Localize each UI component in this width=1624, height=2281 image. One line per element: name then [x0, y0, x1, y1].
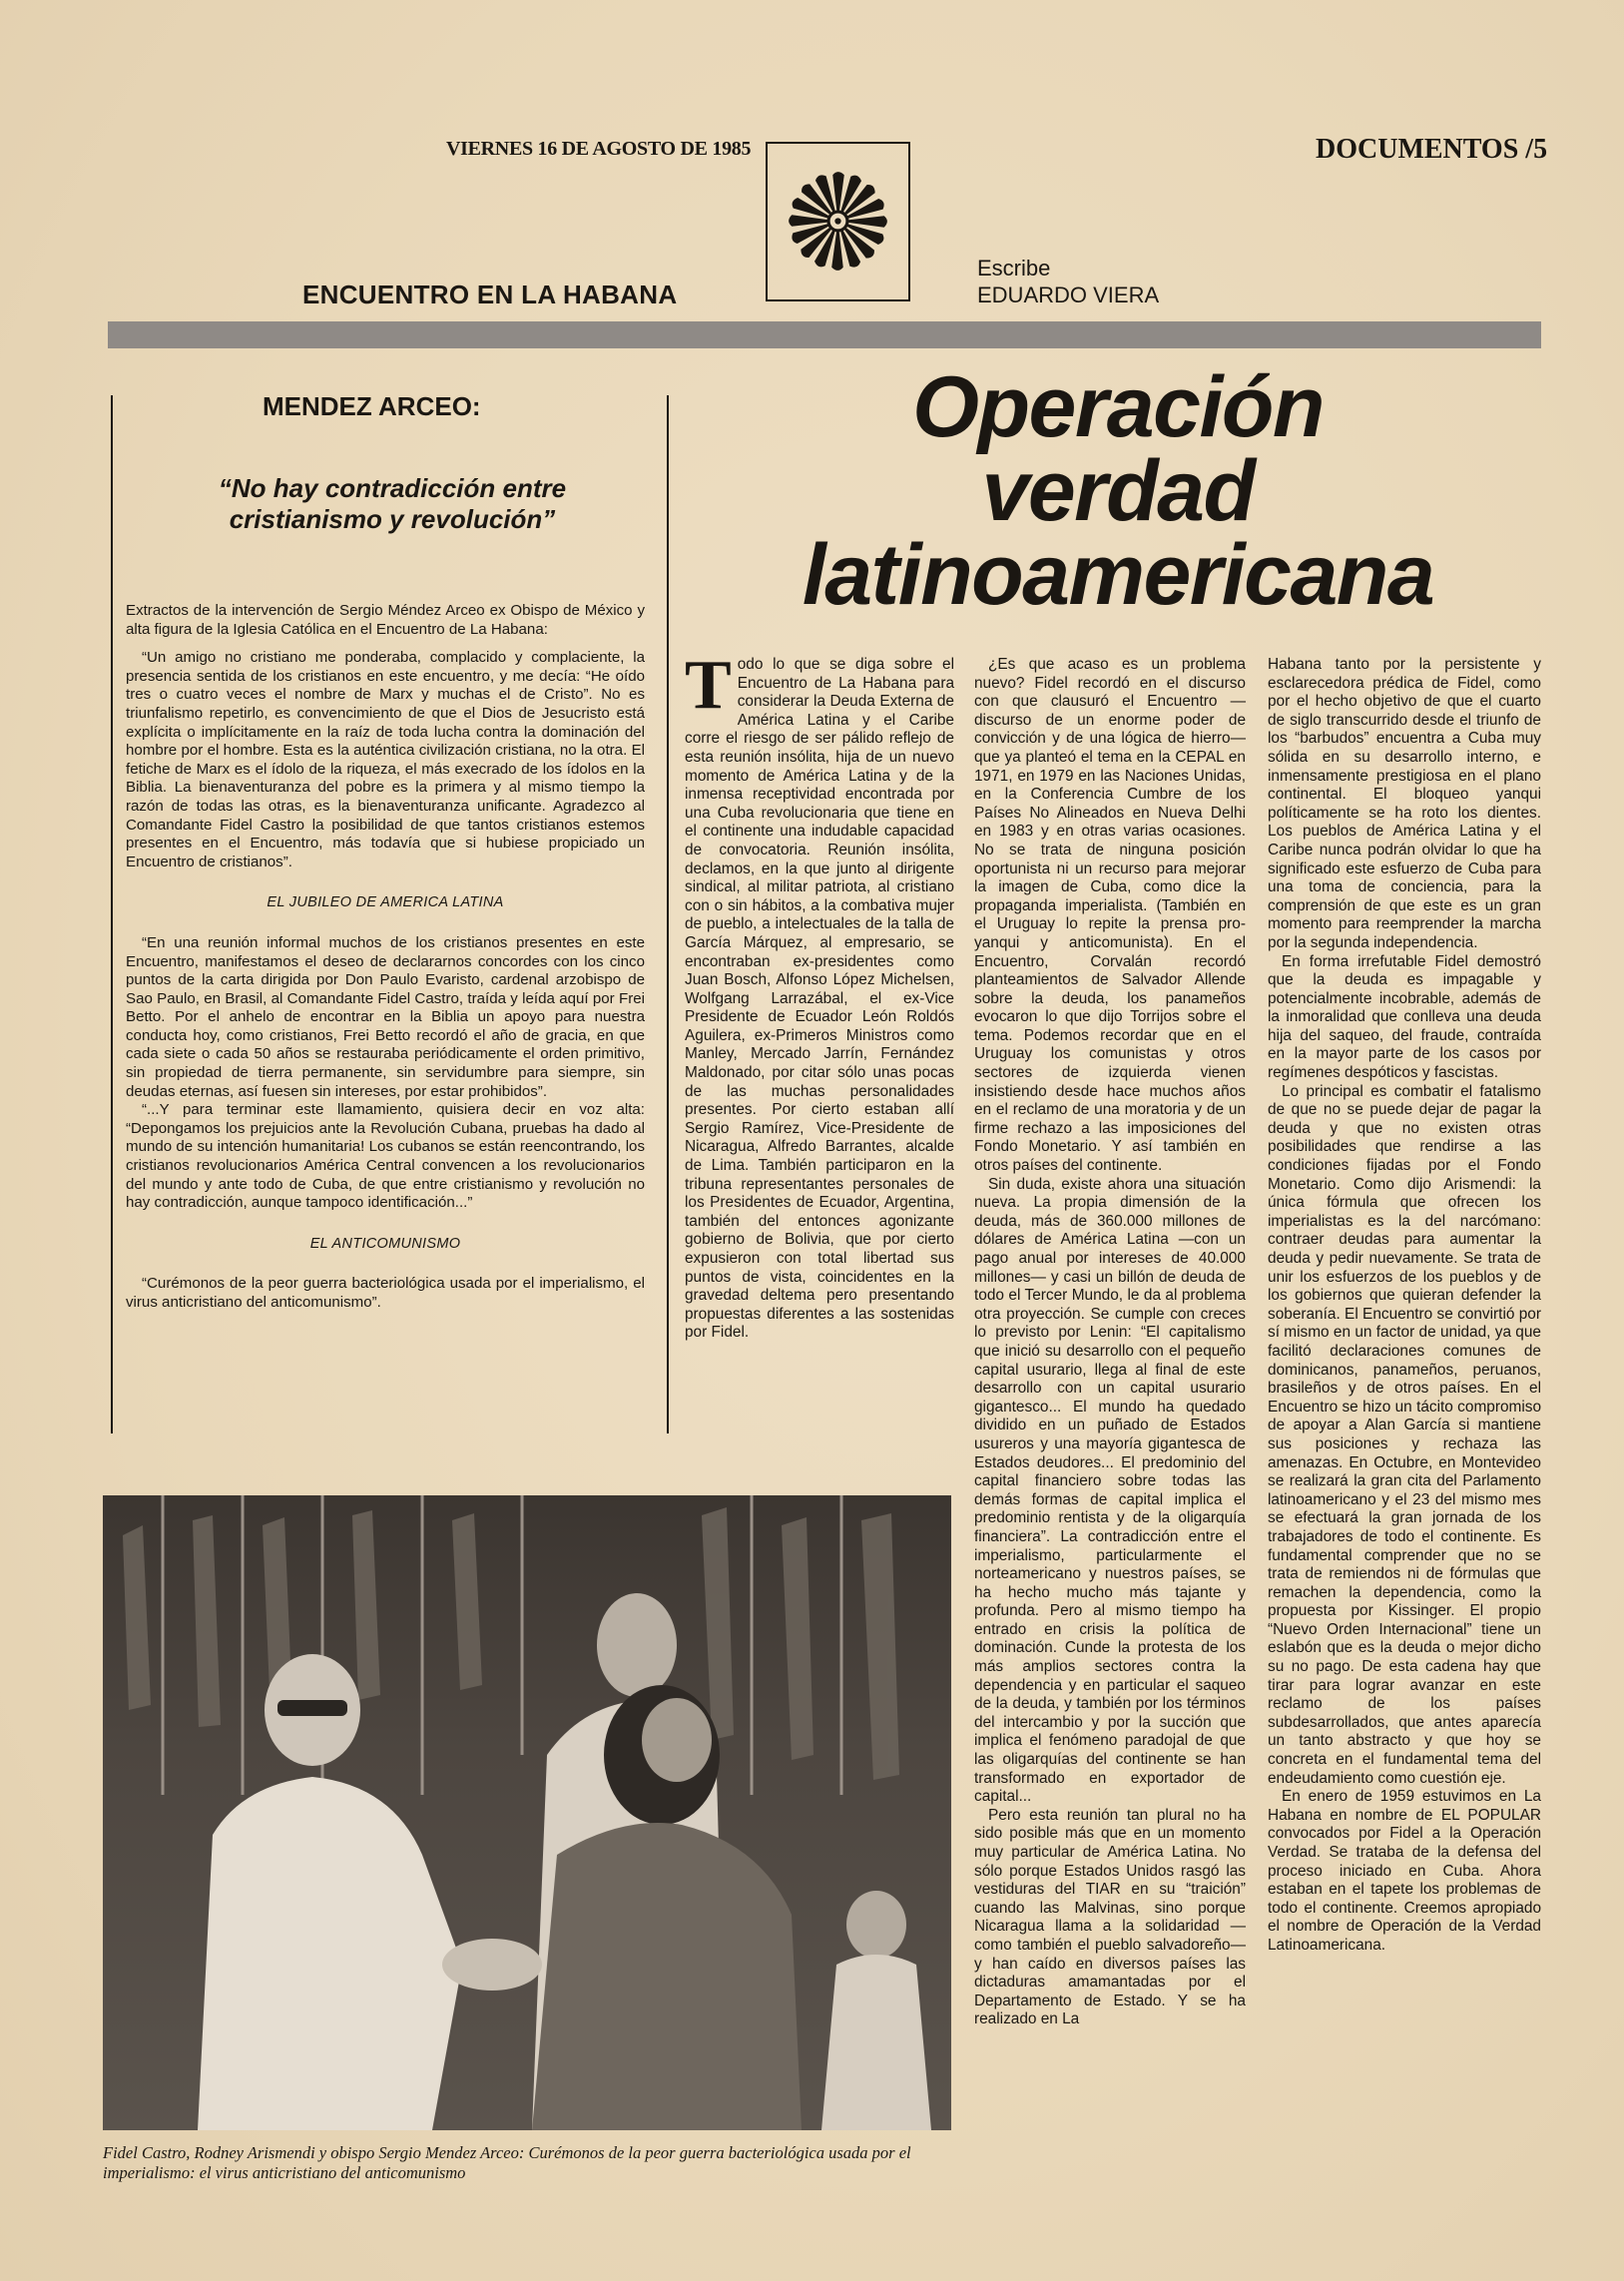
article-paragraph: ¿Es que acaso es un problema nuevo? Fidel recordó en el discurso con que clausuró el Encuentro —discurso de un enorme poder de convicción y de una lógica de hierro— que ya planteó el tema en la CEPAL en 1971, en 1979 en las Naciones Unidas, en la Conferencia Cumbre de los Países No Alineados en Nueva Delhi en 1983 y en otras varias ocasiones. No se trata de ninguna posición oportunista ni un recurso para mejorar la imagen de Cuba, como dice la propaganda imperialista. (También en el Uruguay lo repite la prensa pro-yanqui y anticomunista). En el Encuentro, Corvalán recordó planteamientos de Salvador Allende sobre la deuda, los panameños evocaron lo que dijo Torrijos sobre el tema. Podemos recordar que en el Uruguay los comunistas y otros sectores de izquierda vienen insistiendo desde hace muchos años en el reclamo de una moratoria y de un firme rechazo a las imposiciones del Fondo Monetario. Y así también en otros países del continente.	[974, 656, 1246, 1175]
news-photo	[103, 1495, 951, 2130]
sidebar-body	[126, 602, 645, 1313]
headline-line: verdad	[981, 443, 1255, 539]
article-column-2	[974, 656, 1246, 2029]
sidebar-title: MENDEZ ARCEO:	[263, 391, 481, 421]
sidebar-subheading: EL JUBILEO DE AMERICA LATINA	[267, 894, 504, 911]
article-paragraph: Lo principal es combatir el fatalismo de que no se puede dejar de pagar la deuda y que no existen otras posibilidades que rendirse a las condiciones fijadas por el Fondo Monetario. Como dijo Arismendi: la única fórmula que ofrecen los imperialistas es la del narcómano: contraer deudas para aumentar la deuda y pedir nuevamente. Se trata de unir los esfuerzos de los pueblos y de los gobiernos que quieran defender la soberanía. El Encuentro se convirtió por sí mismo en un factor de unidad, ya que facilitó declaraciones comunes de dominicanos, panameños, peruanos, brasileños y de otros países. En el Encuentro se hizo un tácito compromiso de apoyar a Alan García si mantiene sus posiciones y rechaza las amenazas. En Octubre, en Montevideo se realizará la gran cita del Parlamento latinoamericano y el 23 del mismo mes se efectuará la gran jornada de los trabajadores de todo el continente. Es fundamental comprender que no se trata de remiendos ni de fórmulas que remachen la dependencia, como la propuesta por Kissinger. El propio “Nuevo Orden Internacional” tiene un eslabón que es la deuda o mejor dicho su no pago. De esta cadena hay que tirar para lograr avanzar en este reclamo de los países subdesarrollados, que antes aparecía un tanto abstracto y que hoy se concreta en el fundamental tema del endeudamiento como cuestión eje.	[1268, 1082, 1541, 1787]
article-paragraph: Sin duda, existe ahora una situación nueva. La propia dimensión de la deuda, más de 360.000 millones de dólares de América Latina —con un pago anual por intereses de 40.000 millones— y casi un billón de deuda de todo el Tercer Mundo, le da al problema otra proyección. Se cumple con creces lo previsto por Lenin: “El capitalismo que inició su desarrollo con el pequeño capital usurario, llega al final de este desarrollo con un capital usurario gigantesco... El mundo ha quedado dividido en un puñado de Estados usureros y una mayoría gigantesca de Estados deudores... El predominio del capital financiero sobre todas las demás formas de capital implica el predominio rentista y de la oligarquía financiera”. La contradicción entre el imperialismo, particularmente el norteamericano y nuestros países, se ha hecho mucho más tajante y profunda. Pero al mismo tiempo ha entrado en crisis la política de dominación. Cunde la protesta de los más amplios sectores contra la dependencia y en particular el saqueo de la deuda, y también por los términos del intercambio y por la succión que implica el fenómeno paradojal de que las oligarquías del continente se han transformado en exportador de capital...	[974, 1175, 1246, 1806]
article-paragraph: Habana tanto por la persistente y esclarecedora prédica de Fidel, como por el hecho objetivo de que el cuarto de siglo transcurrido desde el triunfo de los “barbudos” encuentra a Cuba muy sólida en su desarrollo interno, e inmensamente prestigiosa en el plano continental. El bloqueo yanqui políticamente se ha roto los dientes. Los pueblos de América Latina y el Caribe nunca podrán olvidar lo que ha significado este esfuerzo de Cuba para una toma de conciencia, para la comprensión de que este es un gran momento para reemprender la marcha por la segunda independencia.	[1268, 656, 1541, 951]
sidebar-paragraph: “...Y para terminar este llamamiento, quisiera decir en voz alta: “Depongamos los prejuicios ante la Revolución Cubana, pruebas ha dado al mundo de su intención humanitaria! Los cubanos se están reencontrando, los cristianos revolucionarios América Central convencen a los revolucionarios del mundo y ante todo de Cuba, de que entre cristianismo y revolución no hay contradicción, aunque tampoco identificación...”	[126, 1101, 645, 1212]
article-headline	[689, 359, 1547, 623]
article-paragraph: odo lo que se diga sobre el Encuentro de La Habana para considerar la Deuda Externa de América Latina y el Caribe corre el riesgo de ser pálido reflejo de esta reunión insólita, hija de un nuevo momento de América Latina y de la inmensa receptividad encontrada por una Cuba revolucionaria que tiene en el continente una indudable capacidad de convocatoria. Reunión insólita, declamos, en la que junto al dirigente sindical, al militar patriota, al cristiano con o sin hábitos, a la combativa mujer de pueblo, a intelectuales de la talla de García Márquez, al empresario, se encontraban ex-presidentes como Juan Bosch, Alfonso López Michelsen, Wolfgang Larrazábal, el ex-Vice Presidente de Ecuador León Roldós Aguilera, ex-Primeros Ministros como Manley, Mercado Jarrín, Fernández Maldonado, por citar sólo unas pocas de las muchas personalidades presentes. Por cierto estaban allí Sergio Ramírez, Vice-Presidente de Nicaragua, Alfredo Barrantes, alcalde de Lima. También participaron en la tribuna representantes personales de los Presidentes de Ecuador, Argentina, también del entonces agonizante gobierno de Bolivia, que por cierto expusieron con total libertad sus puntos de vista, coincidentes en la gravedad deltema pero presentando propuestas diferentes a las sostenidas por Fidel.	[685, 656, 954, 1342]
drop-cap: T	[685, 647, 732, 724]
headline-line: latinoamericana	[802, 527, 1434, 623]
article-paragraph: En forma irrefutable Fidel demostró que la deuda es impagable y potencialmente incobrable, además de la inmoralidad que conlleva una deuda hija del saqueo, del fraude, contraída en la mayor parte de los casos por regímenes despóticos y fascistas.	[1268, 952, 1541, 1082]
header-rule	[108, 321, 1541, 348]
article-column-1	[685, 647, 954, 1343]
article-column-3	[1268, 656, 1541, 1956]
sidebar-subtitle: “No hay contradicción entre cristianismo y revolución”	[218, 473, 567, 534]
article-paragraph: Pero esta reunión tan plural no ha sido posible más que en un momento muy particular de América Latina. No sólo porque Estados Unidos rasgó las vestiduras del TIAR en su “traición” cuando las Malvinas, sino porque Nicaragua llama a la solidaridad —como también el pueblo salvadoreño— y han caído en diversos países las dictaduras amamantadas por el Departamento de Estado. Y se ha realizado en La	[974, 1806, 1246, 2028]
photo-illustration	[103, 1495, 951, 2130]
section-logo	[766, 142, 910, 301]
section-page-label: DOCUMENTOS /5	[1316, 134, 1548, 165]
byline-author: EDUARDO VIERA	[977, 283, 1160, 307]
article-paragraph: En enero de 1959 estuvimos en La Habana en nombre de EL POPULAR convocados por Fidel a la Operación Verdad. Se trataba de la defensa del proceso iniciado en Cuba. Ahora estaban en el tapete los problemas de todo el continente. Creemos apropiado el nombre de Operación de la Verdad Latinoamericana.	[1268, 1788, 1541, 1954]
headline-line: Operación	[912, 359, 1324, 455]
byline	[977, 255, 1159, 308]
sidebar-intro: Extractos de la intervención de Sergio Méndez Arceo ex Obispo de México y alta figura de la Iglesia Católica en el Encuentro de La Habana:	[126, 602, 645, 638]
sidebar-paragraph: “En una reunión informal muchos de los cristianos presentes en este Encuentro, manifestamos el deseo de declararnos concordes con los cinco puntos de la carta dirigida por Don Paulo Evaristo, cardenal arzobispo de Sao Paulo, en Brasil, al Comandante Fidel Castro, traída y leída aquí por Frei Betto. Por el anhelo de encontrar en la Biblia un apoyo para nuestra conducta hoy, como cristianos, Frei Betto recordó el año de gracia, en que cada siete o cada 50 años se restauraba periódicamente el orden primitivo, sin propiedad de tierra permanente, sin servidumbre para siempre, sin deudas eternas, así fuesen sin intereses, por estar prohibidos”.	[126, 933, 645, 1100]
sidebar-paragraph: “Un amigo no cristiano me ponderaba, complacido y complaciente, la presencia sentida de los cristianos en este encuentro, y me decía: “He oído tres o cuatro veces el nombre de Marx y muchas el de Cristo”. No es triunfalismo repetirlo, es convencimiento de que el Dios de Jesucristo está explícita o implícitamente en la raíz de toda lucha contra la dominación del hombre por el hombre. Esta es la auténtica civilización cristiana, no la otra. El fetiche de Marx es el ídolo de la riqueza, el más execrado de los ídolos en la Biblia. La bienaventuranza del pobre es la primera y al mismo tiempo la razón de todas las otras, es la bienaventuranza unificante. Agradezco al Comandante Fidel Castro la posibilidad de que tantos cristianos estemos presentes en el Encuentro, más todavía que si hubiese propiciado un Encuentro de cristianos”.	[126, 649, 645, 870]
section-kicker: ENCUENTRO EN LA HABANA	[302, 280, 678, 309]
issue-date: VIERNES 16 DE AGOSTO DE 1985	[446, 138, 752, 160]
photo-caption: Fidel Castro, Rodney Arismendi y obispo Sergio Mendez Arceo: Curémonos de la peor guerra bacteriológica usada por el imperialismo: el virus anticristiano del anticomunismo	[103, 2143, 911, 2182]
wheel-emblem-icon	[786, 169, 890, 274]
sidebar-subheading: EL ANTICOMUNISMO	[309, 1235, 461, 1252]
byline-label: Escribe	[977, 256, 1051, 281]
sidebar-paragraph: “Curémonos de la peor guerra bacteriológica usada por el imperialismo, el virus anticristiano del anticomunismo”.	[126, 1275, 645, 1311]
